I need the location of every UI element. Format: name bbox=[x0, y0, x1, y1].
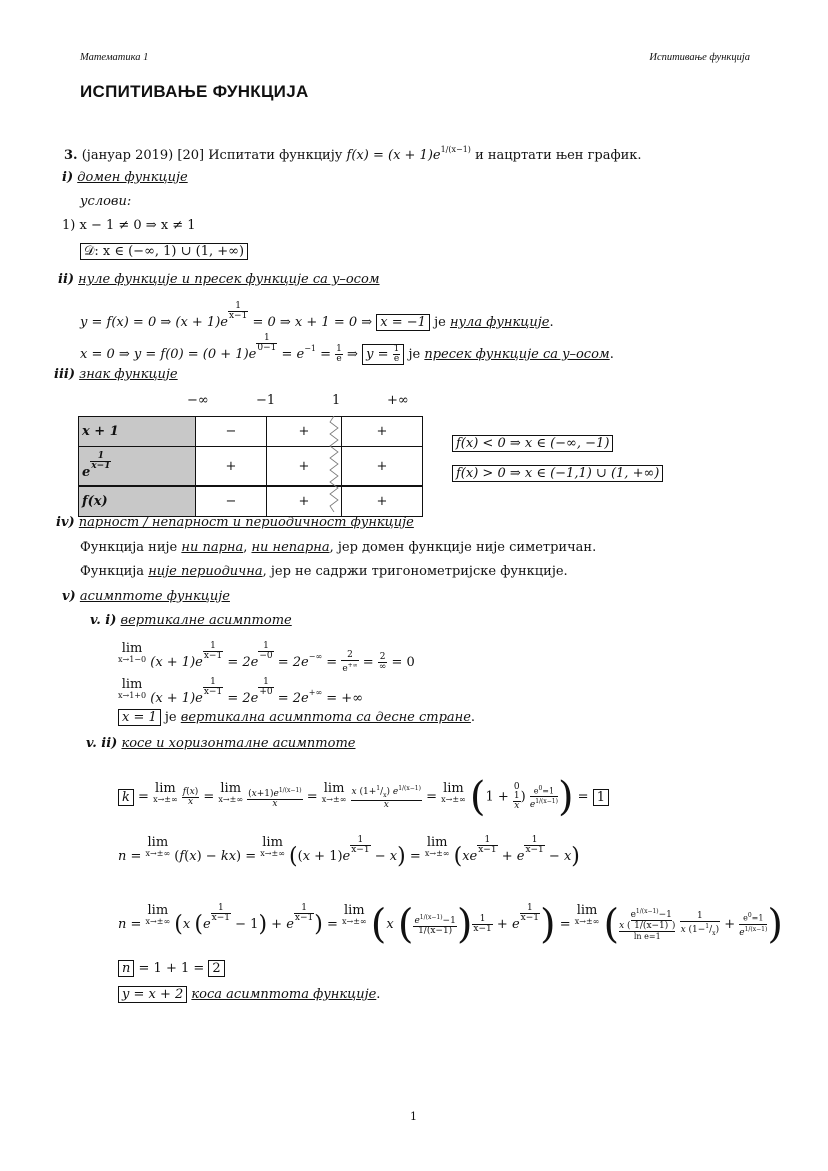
sign-point-2: 1 bbox=[332, 393, 341, 408]
limit-left: lim x→1−0 (x + 1)e $\frac{1}{x-1}$ = 2e $\frac{1}{-0}$ = 2e−∞ = $\frac{2}{e^{+\infty}}$ = $\frac{2}{\infty}$ = 0 bbox=[118, 641, 415, 674]
condition-1: 1) x − 1 ≠ 0 ⇒ x ≠ 1 bbox=[62, 218, 196, 233]
problem-number: 3. bbox=[64, 148, 78, 163]
sign-negative-box: f(x) < 0 ⇒ x ∈ (−∞, −1) bbox=[452, 435, 613, 452]
intercept-expr-b: = e bbox=[281, 347, 305, 362]
sign-cell: + bbox=[342, 447, 423, 487]
subsection-oblique-heading bbox=[86, 736, 355, 751]
sign-positive-box: f(x) > 0 ⇒ x ∈ (−1,1) ∪ (1, +∞) bbox=[452, 465, 663, 482]
section-domain-heading bbox=[62, 170, 188, 185]
problem-formula: f(x) = (x + 1)e bbox=[346, 148, 441, 163]
sign-cell: + bbox=[267, 486, 342, 517]
n-result-line bbox=[118, 961, 225, 976]
limit-expr: (x + 1)e bbox=[150, 655, 203, 670]
subsection-title: косе и хоризонталне асимптоте bbox=[121, 736, 356, 751]
limit-expr: (x + 1)e bbox=[150, 691, 203, 706]
period-text: Функција bbox=[80, 564, 145, 579]
subsection-label: v. i) bbox=[90, 613, 117, 628]
discontinuity-zigzag bbox=[328, 416, 340, 512]
sign-point-0: −∞ bbox=[187, 393, 209, 408]
n-computation-1: n = lim x→±∞ (f(x) − kx) = lim x→±∞ ((x + 1)e $\frac{1}{x-1}$ − x) = lim x→±∞ (xe $\frac{1}{x-1}$ + e $\frac{1}{x-1}$ − x) bbox=[118, 835, 580, 869]
zeros-expr: y = f(x) = 0 ⇒ (x + 1)e bbox=[80, 315, 228, 330]
zeros-line: y = f(x) = 0 ⇒ (x + 1)e $\frac{1}{x-1}$ = 0 ⇒ x + 1 = 0 ⇒ x = −1 је нула функције. bbox=[80, 301, 554, 330]
page-number: 1 bbox=[410, 1110, 417, 1123]
subsection-vertical-heading bbox=[90, 613, 292, 628]
n-computation-2: n = lim x→±∞ (x (e $\frac{1}{x-1}$ − 1) + e $\frac{1}{x-1}$ ) = lim x→±∞ (x ( $\frac{e^{1/(x-1)}-1}{1/(x-1)}$ ) $\frac{1}{x-1}$ + e $\frac{1}{x-1}$ ) = lim x→±∞ ( x ( $\frac{e^{1/(x-1)}-1}{1/(x-1)}$ ) ln e=1 $\frac{1}{x (1-^1/_x)}$ + $\frac{e^0=1}{e^{1/(x-1)}}$ ) bbox=[118, 901, 783, 948]
zero-box: x = −1 bbox=[376, 314, 430, 331]
page-title: ИСПИТИВАЊЕ ФУНКЦИЈА bbox=[80, 82, 309, 101]
n-result-box: 2 bbox=[208, 960, 224, 977]
parity-reason: , јер домен функције није симетричан. bbox=[329, 540, 597, 555]
section-sign-heading bbox=[54, 367, 178, 382]
n-box: n bbox=[118, 960, 134, 977]
oa-box: y = x + 2 bbox=[118, 986, 187, 1003]
sign-row-label: f(x) bbox=[79, 486, 196, 517]
k-computation: k = lim x→±∞ $\frac{f(x)}{x}$ = lim x→±∞ $\frac{(x+1)e^{1/(x-1)}}{x}$ = lim x→±∞ $\frac{x (1+^1/_x) e^{1/(x-1)}}{x}$ = lim x→±∞ (1 + 0 1 x ) $\frac{e^0=1}{e^{1/(x-1)}}$ ) = 1 bbox=[118, 782, 609, 812]
limit-step: = 2e bbox=[227, 655, 259, 670]
limit-result: = 0 bbox=[391, 655, 415, 670]
intercept-line: x = 0 ⇒ y = f(0) = (0 + 1)e $\frac{1}{0-1}$ = $e^{-1}$ = $\frac{1}{e}$ ⇒ y = $\frac{1}{e}$ је пресек функције са y–осом. bbox=[80, 333, 614, 364]
intercept-text: је bbox=[408, 347, 421, 362]
zero-text: је bbox=[434, 315, 446, 330]
section-label: ii) bbox=[58, 272, 75, 287]
section-title: знак функције bbox=[79, 367, 178, 382]
limit-step-2: = 2e bbox=[277, 691, 309, 706]
limit-step-2: = 2e bbox=[277, 655, 309, 670]
k-box: k bbox=[118, 789, 134, 806]
sign-point-1: −1 bbox=[256, 393, 276, 408]
conditions-label: услови: bbox=[80, 194, 132, 209]
sign-row-label: x + 1 bbox=[79, 417, 196, 447]
period-reason: , јер не садржи тригонометријске функције. bbox=[262, 564, 568, 579]
section-label: iii) bbox=[54, 367, 75, 382]
limit-result: = +∞ bbox=[326, 691, 364, 706]
va-text: је bbox=[164, 710, 177, 725]
sign-cell: − bbox=[196, 417, 267, 447]
oblique-asymptote-line: y = x + 2 коса асимптота функције. bbox=[118, 987, 380, 1002]
sign-cell: − bbox=[196, 486, 267, 517]
section-title: парност / непарност и периодичност функције bbox=[78, 515, 414, 530]
section-label: v) bbox=[62, 589, 76, 604]
section-label: iv) bbox=[56, 515, 75, 530]
va-box: x = 1 bbox=[118, 709, 161, 726]
sign-row bbox=[79, 447, 423, 487]
period-not: није периодична bbox=[148, 564, 263, 579]
oa-text: коса асимптота функције bbox=[191, 987, 377, 1002]
k-result-box: 1 bbox=[593, 789, 609, 806]
va-text-2: вертикална асимптота са десне стране bbox=[180, 710, 471, 725]
intercept-arrow: ⇒ bbox=[347, 347, 358, 362]
section-asymptotes-heading bbox=[62, 589, 230, 604]
sign-row-label-exp: e $\frac{1}{x-1}$ bbox=[79, 447, 196, 487]
sign-cell: + bbox=[267, 417, 342, 447]
parity-comma: , bbox=[243, 540, 248, 555]
section-zeros-heading bbox=[58, 272, 380, 287]
parity-odd: ни непарна bbox=[251, 540, 330, 555]
limit-sub: x→1+0 bbox=[118, 691, 147, 700]
n-sum: = 1 + 1 = bbox=[138, 961, 205, 976]
subsection-title: вертикалне асимптоте bbox=[120, 613, 292, 628]
intercept-expr: x = 0 ⇒ y = f(0) = (0 + 1)e bbox=[80, 347, 257, 362]
sign-row bbox=[79, 486, 423, 517]
problem-text-after: и нацртати њен график. bbox=[475, 148, 642, 163]
section-parity-heading bbox=[56, 515, 414, 530]
limit-step: = 2e bbox=[227, 691, 259, 706]
intercept-text-2: пресек функције са y–осом bbox=[424, 347, 610, 362]
subsection-label: v. ii) bbox=[86, 736, 118, 751]
vertical-asymptote-line: x = 1 је вертикална асимптота са десне стране. bbox=[118, 710, 475, 725]
limit-right: lim x→1+0 (x + 1)e $\frac{1}{x-1}$ = 2e $\frac{1}{+0}$ = 2e+∞ = +∞ bbox=[118, 677, 364, 706]
sign-table-wrap bbox=[78, 416, 423, 517]
header-right: Испитивање функција bbox=[649, 52, 750, 63]
sign-cell: + bbox=[267, 447, 342, 487]
sign-cell: + bbox=[196, 447, 267, 487]
sign-point-3: +∞ bbox=[387, 393, 409, 408]
zeros-expr-b: = 0 ⇒ x + 1 = 0 ⇒ bbox=[252, 315, 373, 330]
sign-cell: + bbox=[342, 417, 423, 447]
sign-cell: + bbox=[342, 486, 423, 517]
parity-line bbox=[80, 540, 596, 555]
intercept-box: y = $\frac{1}{e}$ bbox=[362, 344, 404, 365]
problem-exponent: 1/(x−1) bbox=[440, 145, 471, 154]
problem-statement bbox=[64, 145, 642, 163]
zero-text-2: нула функције bbox=[449, 315, 550, 330]
header-left: Математика 1 bbox=[80, 52, 149, 63]
periodicity-line bbox=[80, 564, 568, 579]
domain-box: 𝒟: x ∈ (−∞, 1) ∪ (1, +∞) bbox=[80, 243, 248, 260]
sign-row bbox=[79, 417, 423, 447]
problem-text: (јануар 2019) [20] Испитати функцију bbox=[81, 148, 343, 163]
section-label: i) bbox=[62, 170, 74, 185]
section-title: асимптоте функције bbox=[79, 589, 230, 604]
parity-even: ни парна bbox=[181, 540, 244, 555]
parity-text: Функција није bbox=[80, 540, 178, 555]
limit-sub: x→1−0 bbox=[118, 655, 147, 664]
section-title: домен функције bbox=[77, 170, 188, 185]
sign-table bbox=[78, 416, 423, 517]
section-title: нуле функције и пресек функције са y–осом bbox=[78, 272, 380, 287]
